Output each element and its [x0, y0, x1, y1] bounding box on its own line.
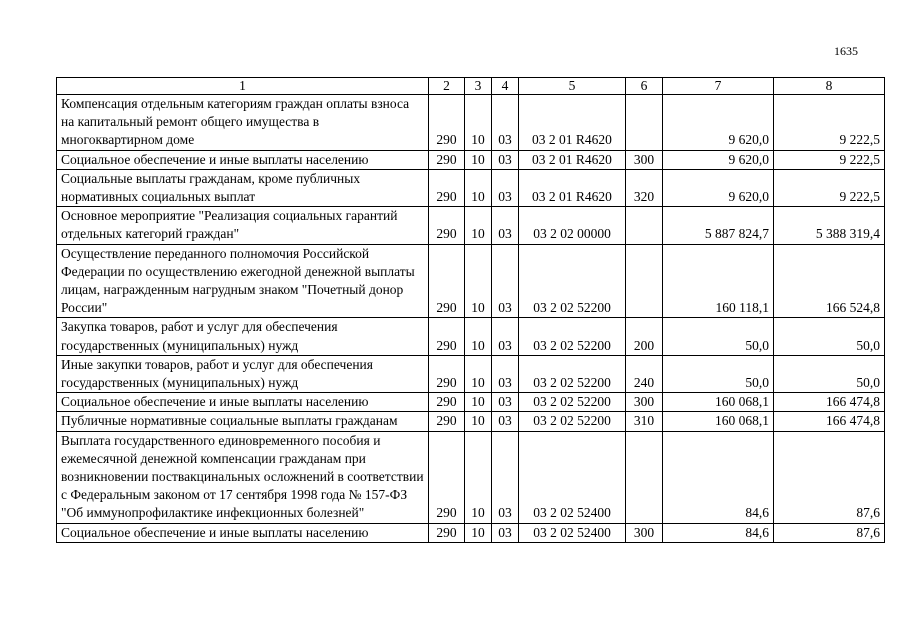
page-number: 1635: [834, 44, 858, 58]
target-article-code: 03 2 01 R4620: [519, 150, 626, 169]
target-article-code: 03 2 02 52400: [519, 431, 626, 523]
ved-code: 290: [429, 318, 465, 355]
amount-year-1: 50,0: [663, 318, 774, 355]
row-name: Социальное обеспечение и иные выплаты населению: [57, 393, 429, 412]
budget-table: [56, 77, 885, 543]
amount-year-2: 87,6: [774, 523, 885, 542]
ved-code: 290: [429, 393, 465, 412]
amount-year-1: 9 620,0: [663, 95, 774, 151]
ved-code: 290: [429, 523, 465, 542]
target-article-code: 03 2 02 52400: [519, 523, 626, 542]
ved-code: 290: [429, 150, 465, 169]
amount-year-1: 84,6: [663, 523, 774, 542]
row-name: Социальное обеспечение и иные выплаты населению: [57, 523, 429, 542]
column-header: 8: [774, 78, 885, 95]
expense-type-code: 240: [626, 355, 663, 392]
subsection-code: 03: [492, 207, 519, 244]
column-header: 1: [57, 78, 429, 95]
expense-type-code: 320: [626, 169, 663, 206]
column-header: 7: [663, 78, 774, 95]
target-article-code: 03 2 02 52200: [519, 355, 626, 392]
amount-year-1: 9 620,0: [663, 150, 774, 169]
row-name: Выплата государственного единовременного пособия и ежемесячной денежной компенсации гражданам при возникновении поствакцинальных осложнений в соответствии с Федеральным законом от 17 сентября 1998 года № 157-ФЗ "Об иммунопрофилактике инфекционных болезней": [57, 431, 429, 523]
target-article-code: 03 2 01 R4620: [519, 169, 626, 206]
target-article-code: 03 2 01 R4620: [519, 95, 626, 151]
expense-type-code: 310: [626, 412, 663, 431]
column-header: 5: [519, 78, 626, 95]
subsection-code: 03: [492, 318, 519, 355]
target-article-code: 03 2 02 52200: [519, 393, 626, 412]
row-name: Иные закупки товаров, работ и услуг для обеспечения государственных (муниципальных) нужд: [57, 355, 429, 392]
section-code: 10: [465, 355, 492, 392]
expense-type-code: [626, 207, 663, 244]
column-header: 3: [465, 78, 492, 95]
ved-code: 290: [429, 169, 465, 206]
section-code: 10: [465, 318, 492, 355]
amount-year-2: 9 222,5: [774, 169, 885, 206]
target-article-code: 03 2 02 52200: [519, 412, 626, 431]
subsection-code: 03: [492, 393, 519, 412]
expense-type-code: [626, 431, 663, 523]
subsection-code: 03: [492, 431, 519, 523]
target-article-code: 03 2 02 00000: [519, 207, 626, 244]
row-name: Публичные нормативные социальные выплаты гражданам: [57, 412, 429, 431]
amount-year-2: 166 524,8: [774, 244, 885, 318]
amount-year-2: 87,6: [774, 431, 885, 523]
table-row: [57, 523, 885, 542]
row-name: Социальное обеспечение и иные выплаты населению: [57, 150, 429, 169]
row-name: Закупка товаров, работ и услуг для обеспечения государственных (муниципальных) нужд: [57, 318, 429, 355]
section-code: 10: [465, 150, 492, 169]
amount-year-1: 84,6: [663, 431, 774, 523]
table-row: [57, 244, 885, 318]
subsection-code: 03: [492, 412, 519, 431]
table-row: [57, 355, 885, 392]
amount-year-2: 9 222,5: [774, 150, 885, 169]
expense-type-code: 200: [626, 318, 663, 355]
subsection-code: 03: [492, 95, 519, 151]
ved-code: 290: [429, 412, 465, 431]
column-header: 4: [492, 78, 519, 95]
ved-code: 290: [429, 431, 465, 523]
section-code: 10: [465, 244, 492, 318]
section-code: 10: [465, 393, 492, 412]
amount-year-1: 50,0: [663, 355, 774, 392]
ved-code: 290: [429, 355, 465, 392]
column-header: 6: [626, 78, 663, 95]
table-row: [57, 150, 885, 169]
expense-type-code: 300: [626, 150, 663, 169]
amount-year-1: 9 620,0: [663, 169, 774, 206]
row-name: Социальные выплаты гражданам, кроме публичных нормативных социальных выплат: [57, 169, 429, 206]
column-header: 2: [429, 78, 465, 95]
row-name: Компенсация отдельным категориям граждан оплаты взноса на капитальный ремонт общего имущества в многоквартирном доме: [57, 95, 429, 151]
table-row: [57, 169, 885, 206]
target-article-code: 03 2 02 52200: [519, 318, 626, 355]
amount-year-1: 160 068,1: [663, 412, 774, 431]
amount-year-2: 9 222,5: [774, 95, 885, 151]
amount-year-1: 160 118,1: [663, 244, 774, 318]
subsection-code: 03: [492, 523, 519, 542]
expense-type-code: 300: [626, 523, 663, 542]
table-header-row: [57, 78, 885, 95]
table-row: [57, 431, 885, 523]
amount-year-2: 166 474,8: [774, 393, 885, 412]
section-code: 10: [465, 431, 492, 523]
amount-year-2: 50,0: [774, 355, 885, 392]
amount-year-1: 160 068,1: [663, 393, 774, 412]
amount-year-1: 5 887 824,7: [663, 207, 774, 244]
expense-type-code: 300: [626, 393, 663, 412]
section-code: 10: [465, 523, 492, 542]
amount-year-2: 50,0: [774, 318, 885, 355]
table-row: [57, 393, 885, 412]
subsection-code: 03: [492, 244, 519, 318]
ved-code: 290: [429, 244, 465, 318]
table-row: [57, 318, 885, 355]
row-name: Основное мероприятие "Реализация социальных гарантий отдельных категорий граждан": [57, 207, 429, 244]
section-code: 10: [465, 95, 492, 151]
row-name: Осуществление переданного полномочия Российской Федерации по осуществлению ежегодной денежной выплаты лицам, награжденным нагрудным знаком "Почетный донор России": [57, 244, 429, 318]
table-row: [57, 95, 885, 151]
section-code: 10: [465, 169, 492, 206]
section-code: 10: [465, 207, 492, 244]
amount-year-2: 5 388 319,4: [774, 207, 885, 244]
subsection-code: 03: [492, 150, 519, 169]
ved-code: 290: [429, 207, 465, 244]
amount-year-2: 166 474,8: [774, 412, 885, 431]
expense-type-code: [626, 95, 663, 151]
expense-type-code: [626, 244, 663, 318]
subsection-code: 03: [492, 169, 519, 206]
section-code: 10: [465, 412, 492, 431]
table-row: [57, 412, 885, 431]
ved-code: 290: [429, 95, 465, 151]
target-article-code: 03 2 02 52200: [519, 244, 626, 318]
subsection-code: 03: [492, 355, 519, 392]
table-row: [57, 207, 885, 244]
